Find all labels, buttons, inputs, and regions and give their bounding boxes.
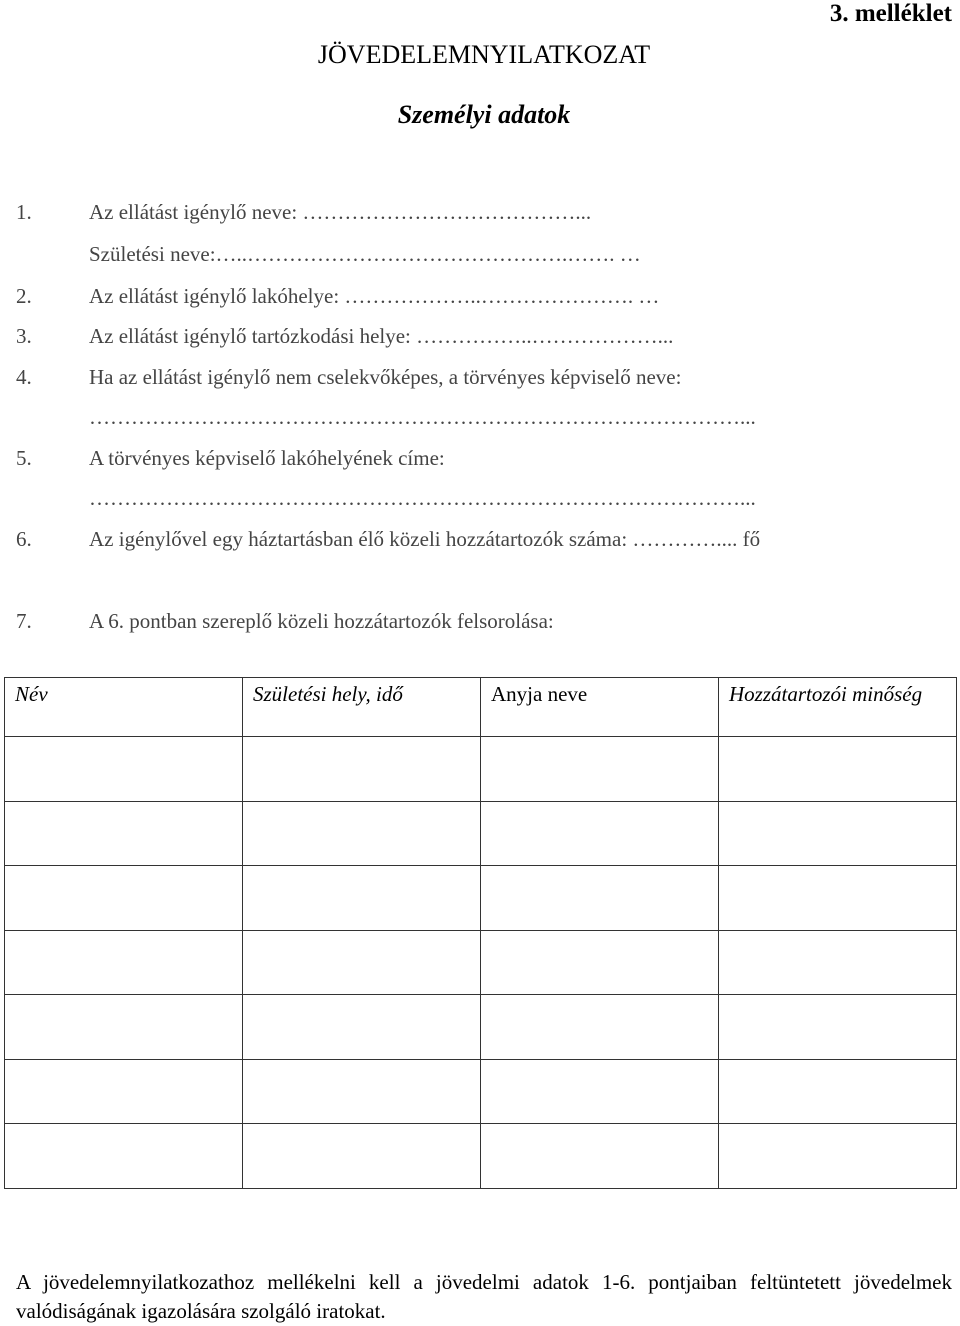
- table-cell[interactable]: [5, 737, 243, 802]
- table-cell[interactable]: [719, 801, 957, 866]
- table-cell[interactable]: [719, 930, 957, 995]
- section-subtitle: Személyi adatok: [397, 100, 571, 129]
- table-row: [5, 737, 957, 802]
- table-cell[interactable]: [719, 1124, 957, 1189]
- field-legal-rep-name[interactable]: [16, 405, 952, 430]
- field-number: 3.: [16, 324, 32, 348]
- table-cell[interactable]: [481, 737, 719, 802]
- table-cell[interactable]: [719, 866, 957, 931]
- table-cell[interactable]: [5, 995, 243, 1060]
- table-cell[interactable]: [719, 1059, 957, 1124]
- column-header-name: Név: [5, 678, 243, 737]
- table-cell[interactable]: [243, 995, 481, 1060]
- column-header-relation: Hozzátartozói minőség: [719, 678, 957, 737]
- table-row: [5, 866, 957, 931]
- column-header-birth: Születési hely, idő: [243, 678, 481, 737]
- table-cell[interactable]: [5, 1059, 243, 1124]
- table-cell[interactable]: [5, 1124, 243, 1189]
- table-cell[interactable]: [481, 866, 719, 931]
- field-household-count[interactable]: [16, 527, 952, 552]
- table-cell[interactable]: [243, 866, 481, 931]
- field-label: A törvényes képviselő lakóhelyének címe:: [89, 446, 445, 470]
- field-number: 2.: [16, 284, 32, 308]
- table-cell[interactable]: [719, 737, 957, 802]
- field-label: Születési neve:…..……………………………………….……. …: [89, 242, 641, 266]
- field-label: A 6. pontban szereplő közeli hozzátartozók felsorolása:: [89, 609, 554, 633]
- field-relatives-list-label: [16, 609, 952, 634]
- table-cell[interactable]: [5, 801, 243, 866]
- field-label: …………………………………………………………………………………...: [89, 405, 756, 429]
- page-title: JÖVEDELEMNYILATKOZAT: [317, 40, 651, 69]
- table-cell[interactable]: [481, 1124, 719, 1189]
- field-label: Az ellátást igénylő lakóhelye: ………………..…………………. …: [89, 284, 660, 308]
- field-number: 6.: [16, 527, 32, 551]
- column-header-mother-name: Anyja neve: [481, 678, 719, 737]
- field-residence[interactable]: [16, 284, 952, 309]
- field-number: 4.: [16, 365, 32, 389]
- footer-note: A jövedelemnyilatkozathoz mellékelni kell a jövedelmi adatok 1-6. pontjaiban feltüntetett jövedelmek valódiságának igazolására szolgáló iratokat.: [16, 1270, 952, 1323]
- table-cell[interactable]: [243, 801, 481, 866]
- field-stay-address[interactable]: [16, 324, 952, 349]
- table-cell[interactable]: [719, 995, 957, 1060]
- field-birth-name[interactable]: [16, 242, 952, 267]
- field-applicant-name[interactable]: [16, 200, 952, 225]
- field-label: …………………………………………………………………………………...: [89, 486, 756, 510]
- table-cell[interactable]: [481, 930, 719, 995]
- field-label: Az igénylővel egy háztartásban élő közeli hozzátartozók száma: ………….... fő: [89, 527, 761, 551]
- field-legal-rep-address[interactable]: [16, 486, 952, 511]
- field-number: 5.: [16, 446, 32, 470]
- field-legal-rep-label: [16, 365, 952, 390]
- table-cell[interactable]: [5, 866, 243, 931]
- field-label: Ha az ellátást igénylő nem cselekvőképes, a törvényes képviselő neve:: [89, 365, 682, 389]
- table-row: [5, 1059, 957, 1124]
- table-cell[interactable]: [243, 1124, 481, 1189]
- table-cell[interactable]: [481, 801, 719, 866]
- table-cell[interactable]: [5, 930, 243, 995]
- table-cell[interactable]: [243, 1059, 481, 1124]
- table-cell[interactable]: [243, 737, 481, 802]
- table-cell[interactable]: [481, 995, 719, 1060]
- table-row: [5, 995, 957, 1060]
- relatives-table: [4, 677, 957, 1189]
- table-cell[interactable]: [481, 1059, 719, 1124]
- field-number: 1.: [16, 200, 32, 224]
- table-row: [5, 1124, 957, 1189]
- field-label: Az ellátást igénylő tartózkodási helye: ……………..………………...: [89, 324, 674, 348]
- field-number: 7.: [16, 609, 32, 633]
- annex-label: 3. melléklet: [829, 0, 952, 27]
- field-legal-rep-address-label: [16, 446, 952, 471]
- table-cell[interactable]: [243, 930, 481, 995]
- field-label: Az ellátást igénylő neve: …………………………………...: [89, 200, 592, 224]
- table-row: [5, 801, 957, 866]
- table-header-row: [5, 678, 957, 737]
- table-row: [5, 930, 957, 995]
